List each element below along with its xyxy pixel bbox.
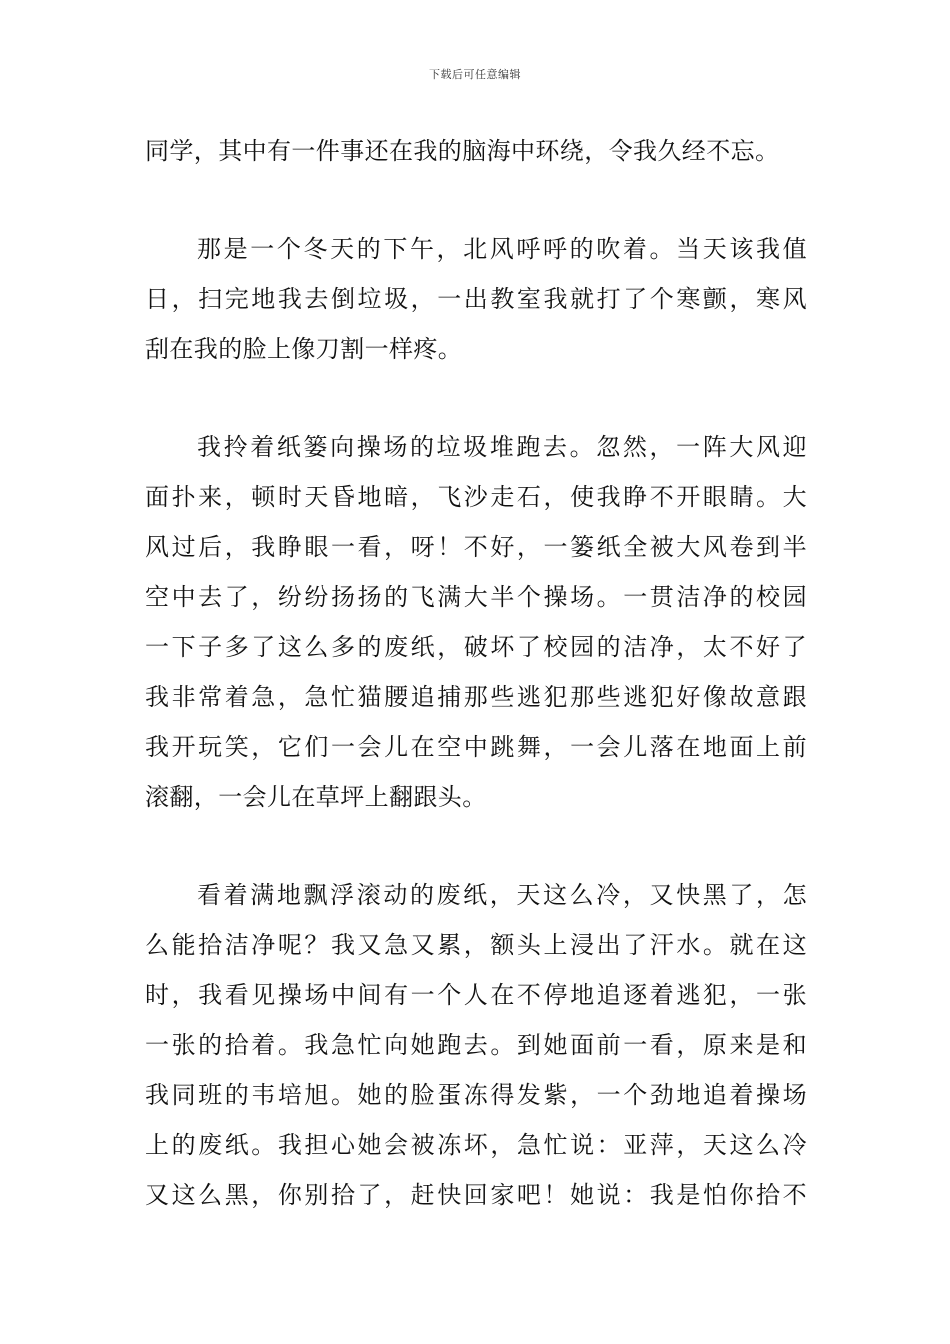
paragraph-4 [145,870,807,1220]
paragraph-gap [145,176,807,224]
text-line: 一张的拾着。我急忙向她跑去。到她面前一看，原来是和 [145,1031,807,1059]
page-header-note: 下载后可任意编辑 [429,68,521,81]
text-line: 我同班的韦培旭。她的脸蛋冻得发紫，一个劲地追着操场 [145,1081,807,1109]
text-line: 刮在我的脸上像刀割一样疼。 [145,335,463,363]
text-line: 一下子多了这么多的废纸，破坏了校园的洁净，太不好了 [145,633,807,661]
text-line: 又这么黑，你别拾了，赶快回家吧！她说：我是怕你拾不 [145,1181,807,1209]
paragraph-3 [145,422,807,822]
text-line: 面扑来，顿时天昏地暗，飞沙走石，使我睁不开眼睛。大 [145,483,807,511]
text-line: 那是一个冬天的下午，北风呼呼的吹着。当天该我值 [197,235,807,263]
text-line: 滚翻，一会儿在草坪上翻跟头。 [145,783,487,811]
text-line: 我拎着纸篓向操场的垃圾堆跑去。忽然，一阵大风迎 [197,433,807,461]
text-line: 我非常着急，急忙猫腰追捕那些逃犯那些逃犯好像故意跟 [145,683,807,711]
paragraph-gap [145,822,807,870]
text-line: 么能拾洁净呢？我又急又累，额头上浸出了汗水。就在这 [145,931,807,959]
text-line: 上的废纸。我担心她会被冻坏，急忙说：亚萍，天这么冷 [145,1131,807,1159]
text-line: 看着满地飘浮滚动的废纸，天这么冷，又快黑了，怎 [197,881,807,909]
text-line: 日，扫完地我去倒垃圾，一出教室我就打了个寒颤，寒风 [145,285,807,313]
paragraph-2 [145,224,807,374]
paragraph-1 [145,126,807,176]
text-line: 同学，其中有一件事还在我的脑海中环绕，令我久经不忘。 [145,137,780,165]
text-line: 我开玩笑，它们一会儿在空中跳舞，一会儿落在地面上前 [145,733,807,761]
paragraph-gap [145,374,807,422]
text-line: 空中去了，纷纷扬扬的飞满大半个操场。一贯洁净的校园 [145,583,807,611]
text-line: 时，我看见操场中间有一个人在不停地追逐着逃犯，一张 [145,981,807,1009]
document-body [145,126,807,1220]
text-line: 风过后，我睁眼一看，呀！不好，一篓纸全被大风卷到半 [145,533,807,561]
